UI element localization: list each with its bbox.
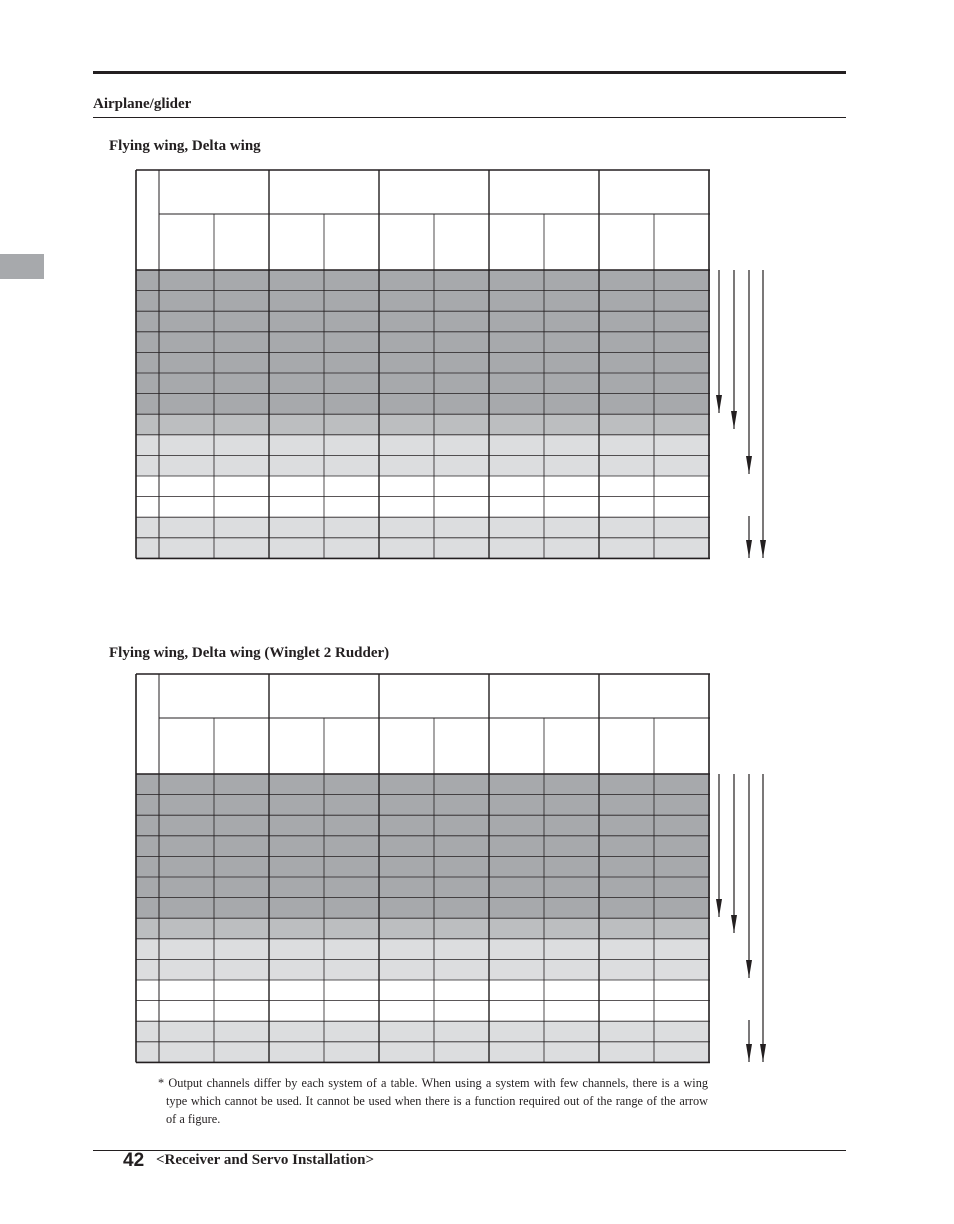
page-number: 42: [123, 1150, 145, 1171]
table-row: [136, 1042, 710, 1063]
top-rule: [93, 71, 846, 74]
table-1-title: Flying wing, Delta wing: [109, 138, 261, 154]
table-2-title: Flying wing, Delta wing (Winglet 2 Rudder): [109, 645, 390, 661]
table-row: [136, 497, 710, 518]
table-row: [136, 877, 710, 898]
table-1-grid: [0, 160, 954, 570]
footer-title: <Receiver and Servo Installation>: [156, 1152, 375, 1168]
bottom-rule: [93, 1150, 846, 1151]
table-row: [136, 774, 710, 795]
table-row: [136, 352, 710, 373]
table-row: [136, 815, 710, 836]
table-row: [136, 291, 710, 312]
arrow-head-icon: [746, 960, 752, 978]
arrow-head-icon: [746, 1044, 752, 1062]
table-row: [136, 918, 710, 939]
table-row: [136, 394, 710, 415]
table-row: [136, 373, 710, 394]
arrow-head-icon: [746, 540, 752, 558]
arrow-head-icon: [760, 540, 766, 558]
table-row: [136, 795, 710, 816]
table-row: [136, 980, 710, 1001]
table-row: [136, 435, 710, 456]
footnote: * Output channels differ by each system of a table. When using a system with few channels, there is a wing type which cannot be used. It cannot be used when there is a function required out of the range of the arrow of a figure.: [158, 1076, 708, 1126]
section-title: Airplane/glider: [93, 96, 192, 112]
table-row: [136, 898, 710, 919]
table-row: [136, 538, 710, 559]
table-row: [136, 959, 710, 980]
table-row: [136, 311, 710, 332]
table-row: [136, 455, 710, 476]
table-row: [136, 856, 710, 877]
table-row: [136, 836, 710, 857]
table-row: [136, 476, 710, 497]
arrow-head-icon: [746, 456, 752, 474]
table-row: [136, 1001, 710, 1022]
arrow-head-icon: [716, 899, 722, 917]
table-row: [136, 270, 710, 291]
table-2-grid: [0, 664, 954, 1074]
table-row: [136, 414, 710, 435]
table-row: [136, 517, 710, 538]
table-row: [136, 1021, 710, 1042]
arrow-head-icon: [731, 411, 737, 429]
table-row: [136, 332, 710, 353]
section-rule: [93, 117, 846, 118]
arrow-head-icon: [731, 915, 737, 933]
arrow-head-icon: [760, 1044, 766, 1062]
table-row: [136, 939, 710, 960]
arrow-head-icon: [716, 395, 722, 413]
